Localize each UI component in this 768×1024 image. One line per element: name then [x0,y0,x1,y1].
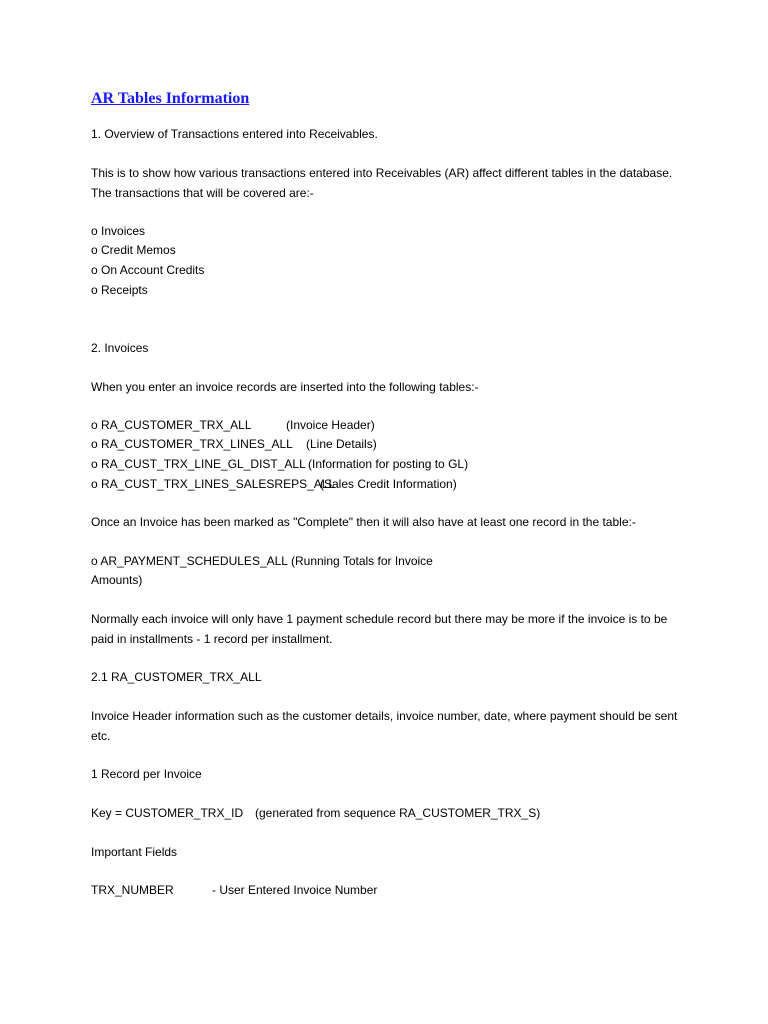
section-2-heading: 2. Invoices [91,341,149,355]
complete-note: Once an Invoice has been marked as "Complete" then it will also have at least one record in the table:- [91,515,636,529]
field-row-trx-number [91,881,691,900]
table-name: o RA_CUSTOMER_TRX_LINES_ALL [91,437,293,451]
table-description-continued: Amounts) [91,573,143,587]
table-description: (Information for posting to GL) [308,457,469,471]
table-description: (Invoice Header) [286,418,375,432]
table-name: o RA_CUSTOMER_TRX_ALL [91,418,252,432]
table-name: o AR_PAYMENT_SCHEDULES_ALL [91,554,288,568]
section-2-1-heading: 2.1 RA_CUSTOMER_TRX_ALL [91,670,262,684]
key-label: Key = CUSTOMER_TRX_ID [91,806,244,820]
document-page [91,0,691,1024]
document-title-link[interactable]: AR Tables Information [91,90,250,107]
section-2-1-description: Invoice Header information such as the customer details, invoice number, date, where payment should be sent etc. [91,709,678,743]
record-note: 1 Record per Invoice [91,767,202,781]
table-name: o RA_CUST_TRX_LINES_SALESREPS_ALL [91,477,336,491]
field-description: - User Entered Invoice Number [212,883,378,897]
table-row-gl-dist [91,455,691,474]
table-row-payment-schedules [91,552,691,571]
table-description: (Sales Credit Information) [320,477,457,491]
transaction-item-invoices: o Invoices [91,224,146,238]
table-row-customer-trx-lines [91,435,691,454]
section-1-intro: This is to show how various transactions entered into Receivables (AR) affect different tables in the database. The transactions that will be covered are:- [91,166,673,200]
key-description: (generated from sequence RA_CUSTOMER_TRX_S) [255,806,541,820]
table-name: o RA_CUST_TRX_LINE_GL_DIST_ALL [91,457,306,471]
table-description: (Running Totals for Invoice [291,554,433,568]
transaction-item-on-account-credits: o On Account Credits [91,263,205,277]
section-1-heading: 1. Overview of Transactions entered into Receivables. [91,127,378,141]
transaction-item-receipts: o Receipts [91,283,148,297]
transaction-item-credit-memos: o Credit Memos [91,243,176,257]
table-description: (Line Details) [306,437,377,451]
key-row [91,804,691,823]
important-fields-heading: Important Fields [91,845,178,859]
table-row-customer-trx [91,416,691,435]
field-name: TRX_NUMBER [91,883,174,897]
table-row-salesreps [91,475,691,494]
schedule-note: Normally each invoice will only have 1 payment schedule record but there may be more if the invoice is to be paid in installments - 1 record per installment. [91,612,668,646]
section-2-intro: When you enter an invoice records are inserted into the following tables:- [91,380,479,394]
